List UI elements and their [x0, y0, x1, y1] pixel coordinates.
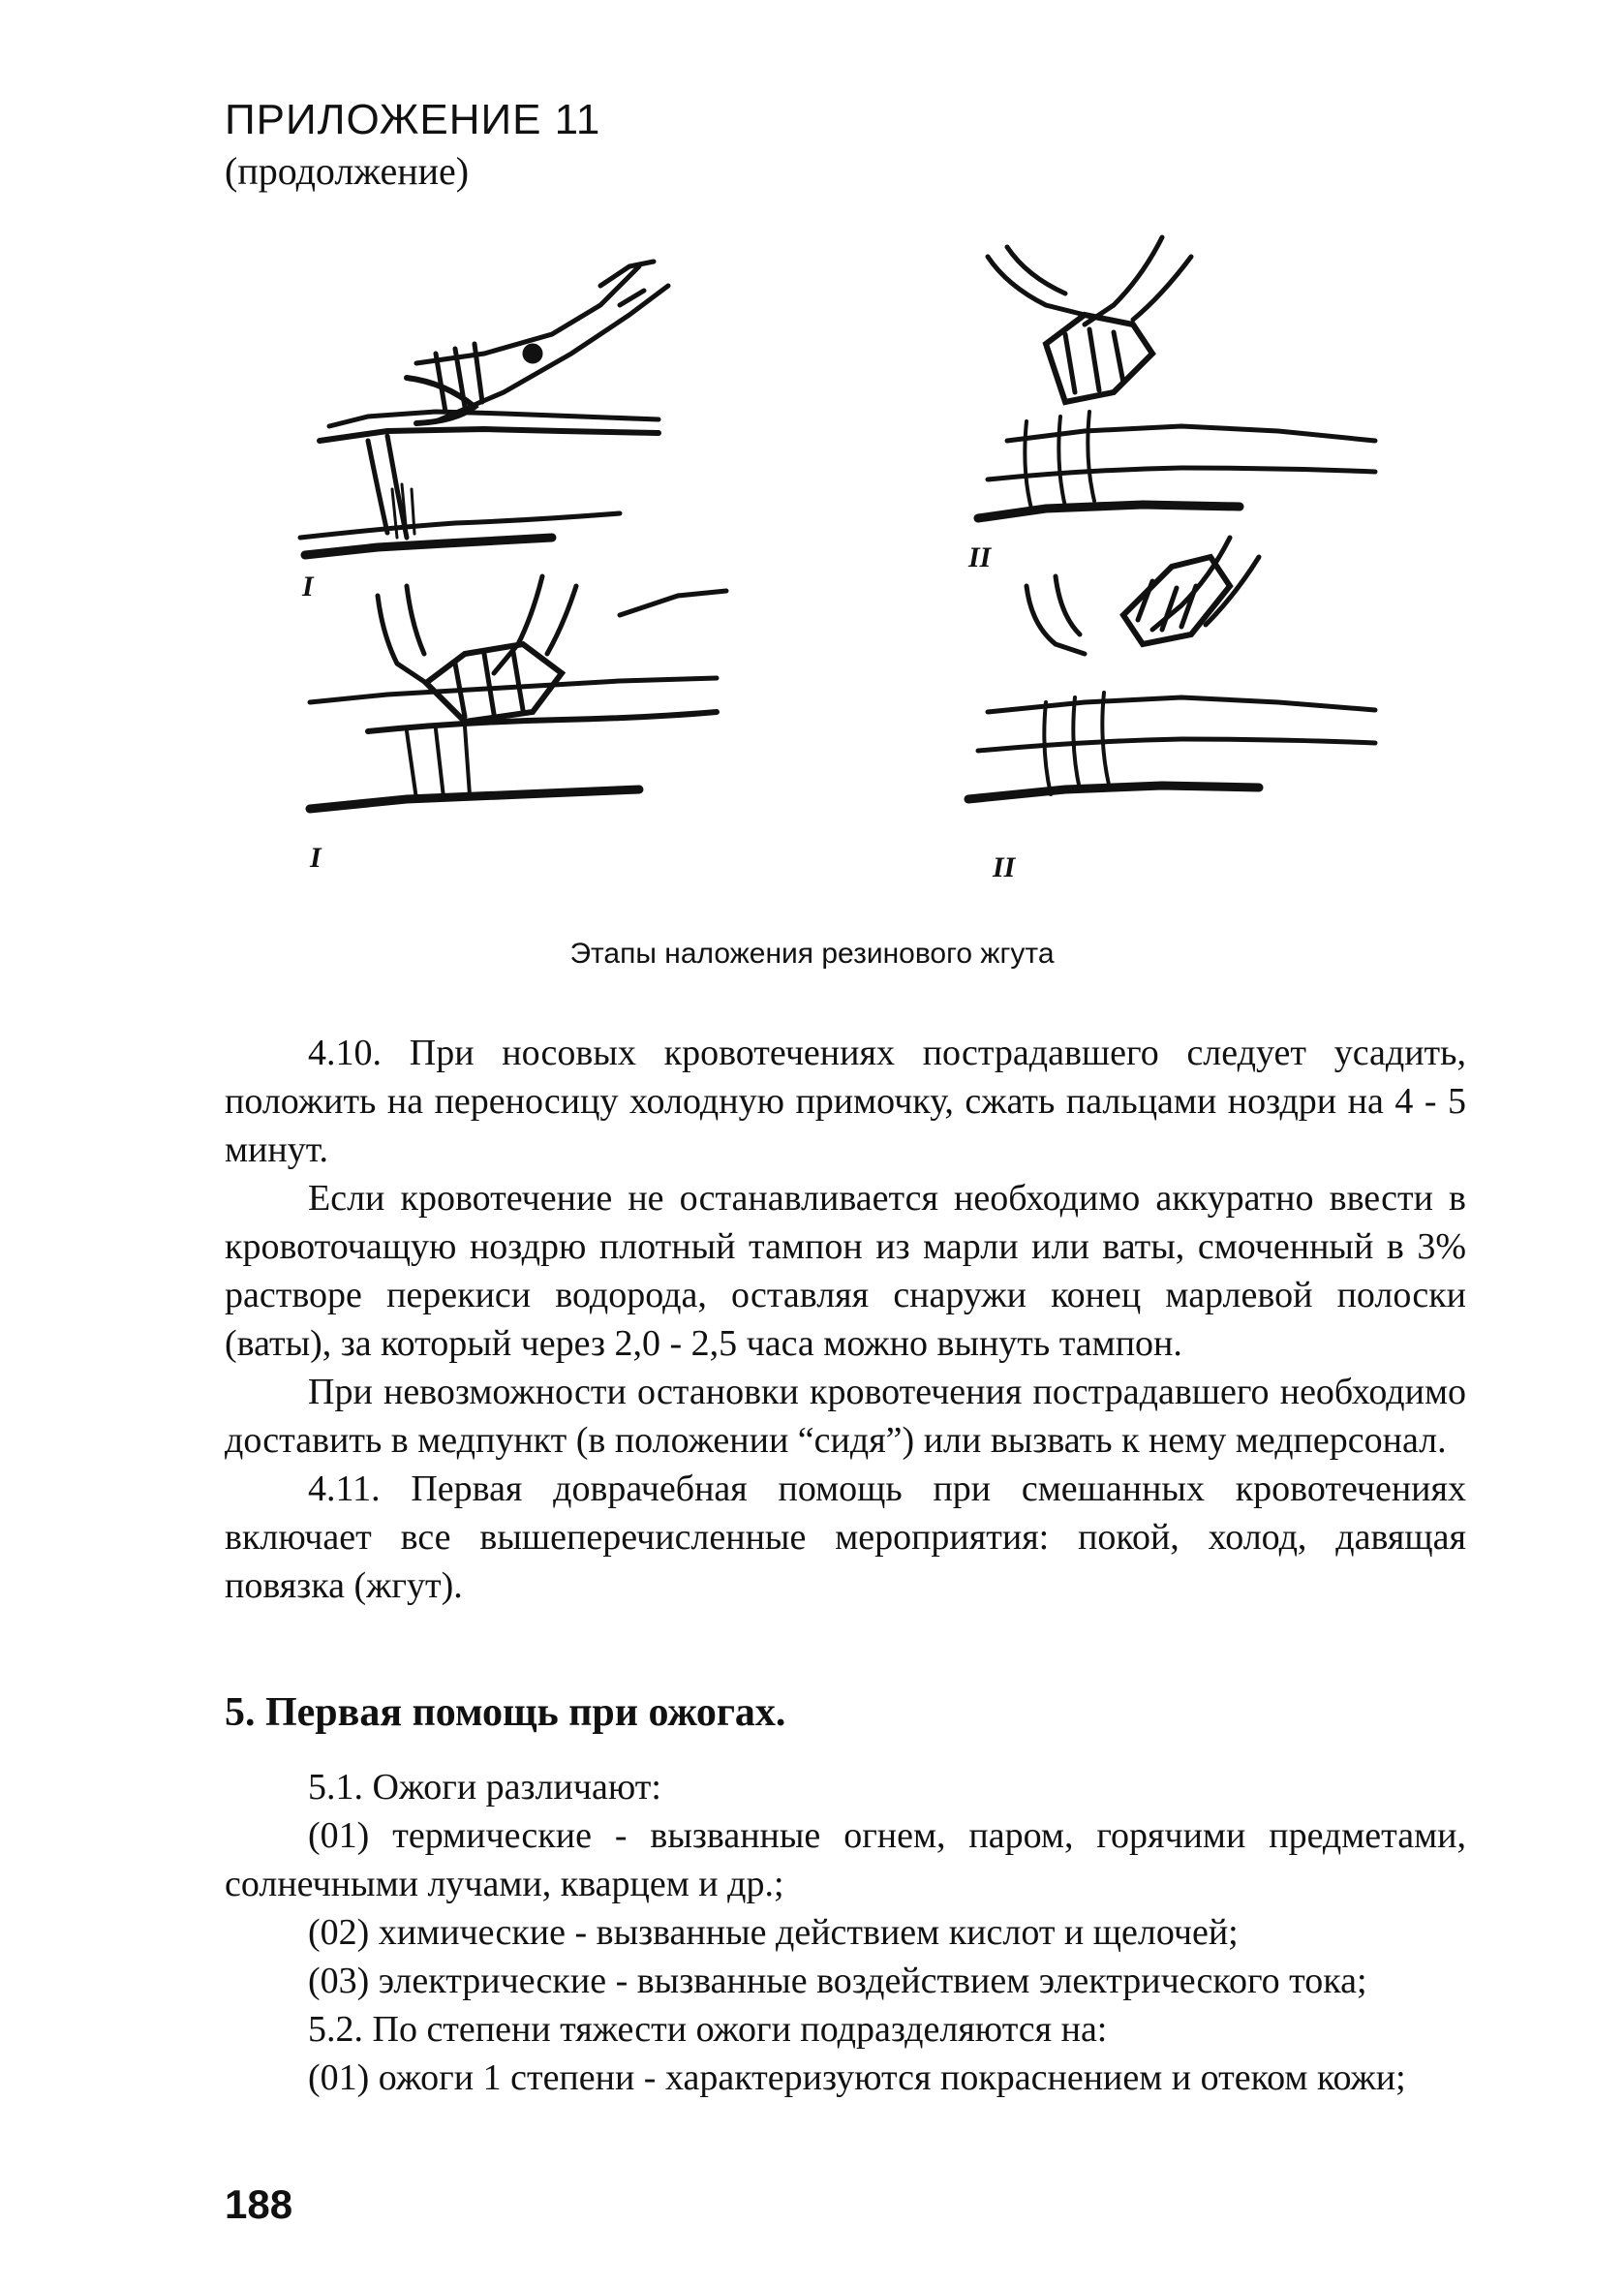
list-item-thermal: (01) термические - вызванные огнем, паром, горячими предметами, солнечными лучами, кварцем и др.; [225, 1815, 1466, 1904]
tourniquet-figure [302, 247, 1424, 896]
paragraph-4-10: 4.10. При носовых кровотечениях пострадавшего следует усадить, положить на переносицу холодную примочку, сжать пальцами ноздри на 4 - 5 минут. [225, 1033, 1466, 1170]
paragraph-tampon: Если кровотечение не останавливается необходимо аккуратно ввести в кровоточащую ноздрю плотный тампон из марли или ваты, смоченный в 3% растворе перекиси водорода, оставляя снаружи конец марлевой полоски (ваты), за который через 2,0 - 2,5 часа можно вынуть тампон. [225, 1178, 1466, 1364]
section-heading: 5. Первая помощь при ожогах. [225, 1690, 786, 1735]
paragraph-medpunkt: При невозможности остановки кровотечения пострадавшего необходимо доставить в медпункт (в положении “сидя”) или вызвать к нему медперсонал. [225, 1372, 1466, 1461]
paragraph-4-11: 4.11. Первая доврачебная помощь при смешанных кровотечениях включает все вышеперечисленные мероприятия: покой, холод, давящая повязка (жгут). [225, 1468, 1466, 1606]
panel-2-label: II [968, 541, 992, 573]
body-text [225, 1029, 1466, 1610]
paragraph-5-1: 5.1. Ожоги различают: [308, 1767, 661, 1808]
page-number: 188 [225, 2181, 293, 2227]
list-item-degree-1: (01) ожоги 1 степени - характеризуются покраснением и отеком кожи; [308, 2057, 1406, 2098]
panel-2-drawing [978, 237, 1375, 518]
appendix-header [225, 95, 600, 196]
panel-4-label: II [993, 851, 1016, 883]
panel-4-drawing [968, 538, 1375, 799]
panel-3-label: I [310, 842, 322, 874]
panel-1-label: I [302, 571, 314, 603]
section-body [225, 1763, 1466, 2102]
appendix-title: ПРИЛОЖЕНИЕ 11 [225, 96, 601, 143]
appendix-subtitle: (продолжение) [225, 149, 470, 193]
panel-3-drawing [310, 576, 726, 809]
paragraph-5-2: 5.2. По степени тяжести ожоги подразделяются на: [308, 2009, 1108, 2050]
list-item-chemical: (02) химические - вызванные действием кислот и щелочей; [308, 1912, 1239, 1953]
list-item-electrical: (03) электрические - вызванные воздействием электрического тока; [308, 1961, 1367, 2001]
figure-caption: Этапы наложения резинового жгута [569, 938, 1055, 970]
tourniquet-illustration [302, 247, 1424, 896]
panel-1-drawing [300, 262, 668, 555]
